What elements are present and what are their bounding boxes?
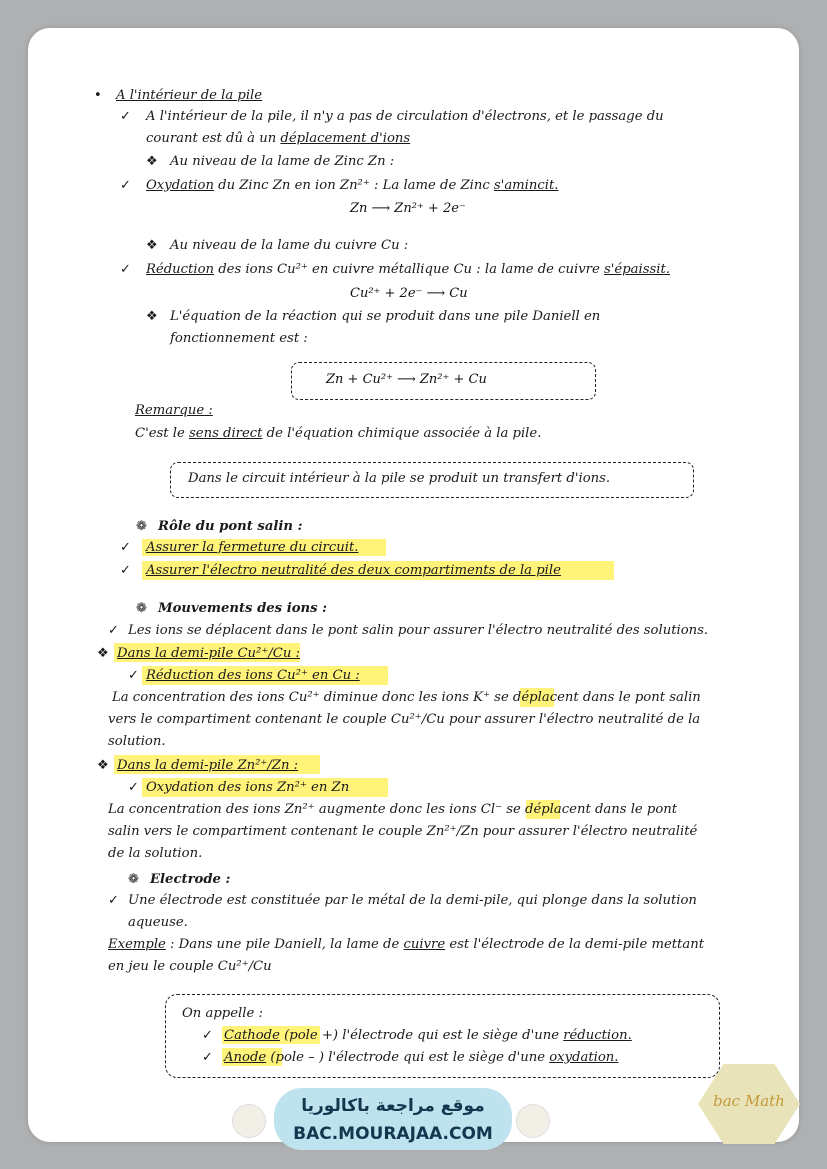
text-line: solution. [108,734,166,749]
flower-icon: ❁ [136,519,147,534]
summary-text: Dans le circuit intérieur à la pile se produit un transfert d'ions. [188,471,611,486]
remark-label: Remarque : [135,403,213,418]
check-icon: ✓ [128,780,139,795]
text-line: Anode (pole – ) l'électrode qui est le siège d'une oxydation. [224,1050,619,1065]
text-line: Dans la demi-pile Cu²⁺/Cu : [117,646,300,661]
check-icon: ✓ [108,623,119,638]
check-icon: ✓ [202,1028,213,1043]
text-line: Au niveau de la lame du cuivre Cu : [170,238,409,253]
site-url[interactable]: BAC.MOURAJAA.COM [293,1124,493,1144]
equation-reduction: Cu²⁺ + 2e⁻ ⟶ Cu [350,286,468,301]
text-line: Dans la demi-pile Zn²⁺/Zn : [117,758,299,773]
text-line: fonctionnement est : [170,331,308,346]
flower-icon: ❁ [136,601,147,616]
text-line: La concentration des ions Cu²⁺ diminue donc les ions K⁺ se déplacent dans le pont salin [112,690,701,705]
diamond-bullet-icon: ❖ [146,238,158,253]
text-line: en jeu le couple Cu²⁺/Cu [108,959,272,974]
section-heading: Mouvements des ions : [158,601,327,616]
text-line: Oxydation du Zinc Zn en ion Zn²⁺ : La lame de Zinc s'amincit. [146,178,559,193]
logo-icon [232,1104,266,1138]
equation-global: Zn + Cu²⁺ ⟶ Zn²⁺ + Cu [326,372,487,387]
text-line: Assurer l'électro neutralité des deux compartiments de la pile [146,563,561,578]
text-line: C'est le sens direct de l'équation chimique associée à la pile. [135,426,542,441]
check-icon: ✓ [120,540,131,555]
text-line: On appelle : [182,1006,263,1021]
section-heading: Electrode : [150,872,231,887]
text-line: L'équation de la réaction qui se produit dans une pile Daniell en [170,309,601,324]
diamond-bullet-icon: ❖ [146,309,158,324]
text-line: Réduction des ions Cu²⁺ en cuivre métallique Cu : la lame de cuivre s'épaissit. [146,262,670,277]
check-icon: ✓ [202,1050,213,1065]
text-line: Au niveau de la lame de Zinc Zn : [170,154,395,169]
check-icon: ✓ [128,668,139,683]
text-line: courant est dû à un déplacement d'ions [146,131,411,146]
text-line: aqueuse. [128,915,188,930]
check-icon: ✓ [108,893,119,908]
text-line: A l'intérieur de la pile, il n'y a pas de circulation d'électrons, et le passage du [146,109,664,124]
check-icon: ✓ [120,109,131,124]
logo-text: bac Math [713,1092,785,1110]
text-line: Une électrode est constituée par le métal de la demi-pile, qui plonge dans la solution [128,893,697,908]
text-line: Exemple : Dans une pile Daniell, la lame de cuivre est l'électrode de la demi-pile mettant [108,937,705,952]
text-line: Cathode (pole +) l'électrode qui est le siège d'une réduction. [224,1028,632,1043]
text-line: Assurer la fermeture du circuit. [146,540,359,555]
text-line: Les ions se déplacent dans le pont salin pour assurer l'électro neutralité des solutions. [128,623,709,638]
text-line: Oxydation des ions Zn²⁺ en Zn [146,780,350,795]
site-name: موقع مراجعة باكالوريا [301,1096,485,1116]
flower-icon: ❁ [128,872,139,887]
logo-icon [516,1104,550,1138]
bullet-icon: • [94,88,102,103]
text-line: Réduction des ions Cu²⁺ en Cu : [146,668,360,683]
section-heading: Rôle du pont salin : [158,519,303,534]
text-line: salin vers le compartiment contenant le couple Zn²⁺/Zn pour assurer l'électro neutralité [108,824,698,839]
text-line: vers le compartiment contenant le couple Cu²⁺/Cu pour assurer l'électro neutralité de la [108,712,701,727]
text-line: de la solution. [108,846,203,861]
section-title: A l'intérieur de la pile [116,88,263,103]
diamond-bullet-icon: ❖ [97,758,109,773]
text-line: La concentration des ions Zn²⁺ augmente donc les ions Cl⁻ se déplacent dans le pont [108,802,678,817]
diamond-bullet-icon: ❖ [97,646,109,661]
diamond-bullet-icon: ❖ [146,154,158,169]
equation-oxidation: Zn ⟶ Zn²⁺ + 2e⁻ [350,201,466,216]
check-icon: ✓ [120,178,131,193]
check-icon: ✓ [120,262,131,277]
check-icon: ✓ [120,563,131,578]
